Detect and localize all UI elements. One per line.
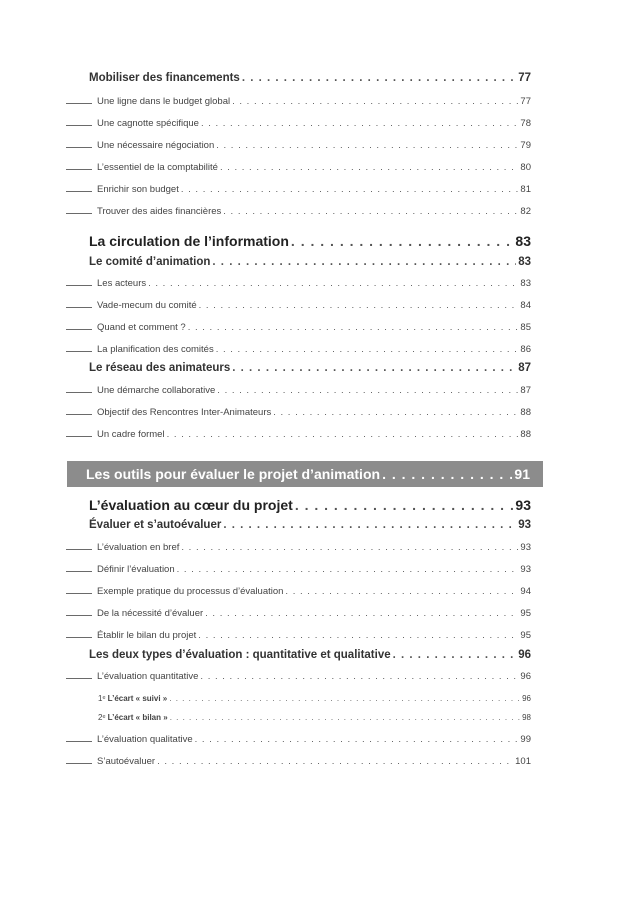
dot-leader bbox=[169, 694, 520, 703]
toc-entry-row[interactable] bbox=[97, 206, 531, 217]
toc-entry-row[interactable] bbox=[97, 118, 531, 129]
entry-dash bbox=[66, 213, 92, 214]
dot-leader bbox=[199, 300, 519, 311]
dot-leader bbox=[291, 233, 514, 249]
toc-entry-row[interactable] bbox=[97, 671, 531, 682]
dot-leader bbox=[201, 118, 518, 129]
toc-entry-title: Quand et comment ? bbox=[97, 322, 186, 333]
entry-dash bbox=[66, 549, 92, 550]
dot-leader bbox=[216, 344, 519, 355]
toc-page-number: 83 bbox=[515, 233, 531, 249]
dot-leader bbox=[242, 72, 516, 84]
toc-chapter-title: L’évaluation au cœur du projet bbox=[89, 497, 293, 513]
toc-page-number: 77 bbox=[518, 72, 531, 84]
toc-section-row[interactable] bbox=[89, 649, 531, 661]
toc-section-row[interactable] bbox=[89, 519, 531, 531]
toc-section-title: Le comité d’animation bbox=[89, 256, 211, 268]
toc-page-number: 91 bbox=[514, 466, 530, 482]
toc-page-number: 83 bbox=[520, 278, 531, 289]
toc-entry-row[interactable] bbox=[97, 407, 531, 418]
entry-dash bbox=[66, 637, 92, 638]
toc-subentry-title-group bbox=[98, 713, 168, 722]
toc-entry-title: L’essentiel de la comptabilité bbox=[97, 162, 218, 173]
toc-page-number: 78 bbox=[520, 118, 531, 129]
entry-dash bbox=[66, 103, 92, 104]
toc-entry-title: Établir le bilan du projet bbox=[97, 630, 197, 641]
toc-page-number: 99 bbox=[520, 734, 531, 745]
toc-chapter-row[interactable] bbox=[89, 497, 531, 513]
dot-leader bbox=[232, 362, 516, 374]
toc-entry-row[interactable] bbox=[97, 344, 531, 355]
toc-entry-title: L’évaluation quantitative bbox=[97, 671, 199, 682]
toc-entry-row[interactable] bbox=[97, 542, 531, 553]
dot-leader bbox=[382, 466, 512, 482]
toc-page-number: 87 bbox=[520, 385, 531, 396]
toc-entry-row[interactable] bbox=[97, 385, 531, 396]
dot-leader bbox=[295, 497, 514, 513]
entry-dash bbox=[66, 593, 92, 594]
dot-leader bbox=[217, 385, 518, 396]
toc-page-number: 88 bbox=[520, 407, 531, 418]
dot-leader bbox=[157, 756, 513, 767]
toc-subentry-prefix: 2ᵉ bbox=[98, 713, 106, 722]
toc-page-number: 81 bbox=[520, 184, 531, 195]
toc-page-number: 93 bbox=[515, 497, 531, 513]
toc-page-number: 87 bbox=[518, 362, 531, 374]
toc-page-number: 98 bbox=[522, 713, 531, 722]
dot-leader bbox=[148, 278, 518, 289]
toc-entry-title: Exemple pratique du processus d’évaluation bbox=[97, 586, 284, 597]
toc-page-number: 101 bbox=[515, 756, 531, 767]
toc-entry-row[interactable] bbox=[97, 630, 531, 641]
toc-entry-row[interactable] bbox=[97, 278, 531, 289]
dot-leader bbox=[170, 713, 520, 722]
entry-dash bbox=[66, 169, 92, 170]
entry-dash bbox=[66, 741, 92, 742]
dot-leader bbox=[223, 519, 516, 531]
toc-entry-row[interactable] bbox=[97, 564, 531, 575]
toc-entry-title: Objectif des Rencontres Inter-Animateurs bbox=[97, 407, 272, 418]
toc-entry-row[interactable] bbox=[97, 322, 531, 333]
toc-entry-title: Un cadre formel bbox=[97, 429, 165, 440]
entry-dash bbox=[66, 571, 92, 572]
toc-section-title: Mobiliser des financements bbox=[89, 72, 240, 84]
toc-section-title: Le réseau des animateurs bbox=[89, 362, 231, 374]
toc-section-row[interactable] bbox=[89, 362, 531, 374]
dot-leader bbox=[167, 429, 519, 440]
toc-page-number: 95 bbox=[520, 608, 531, 619]
toc-entry-title: Vade-mecum du comité bbox=[97, 300, 197, 311]
dot-leader bbox=[198, 630, 518, 641]
dot-leader bbox=[205, 608, 518, 619]
entry-dash bbox=[66, 414, 92, 415]
dot-leader bbox=[223, 206, 518, 217]
dot-leader bbox=[232, 96, 518, 107]
dot-leader bbox=[212, 256, 516, 268]
dot-leader bbox=[216, 140, 518, 151]
entry-dash bbox=[66, 436, 92, 437]
toc-page-number: 86 bbox=[520, 344, 531, 355]
toc-page-number: 83 bbox=[518, 256, 531, 268]
toc-subentry-prefix: 1ᵉ bbox=[98, 694, 106, 703]
toc-page-number: 95 bbox=[520, 630, 531, 641]
dot-leader bbox=[177, 564, 519, 575]
dot-leader bbox=[220, 162, 518, 173]
toc-section-title: Les deux types d’évaluation : quantitative et qualitative bbox=[89, 649, 391, 661]
entry-dash bbox=[66, 763, 92, 764]
dot-leader bbox=[181, 542, 518, 553]
toc-entry-row[interactable] bbox=[97, 184, 531, 195]
entry-dash bbox=[66, 678, 92, 679]
toc-section-row[interactable] bbox=[89, 256, 531, 268]
toc-page-number: 96 bbox=[522, 694, 531, 703]
toc-page-number: 82 bbox=[520, 206, 531, 217]
toc-page-number: 93 bbox=[518, 519, 531, 531]
dot-leader bbox=[285, 586, 518, 597]
toc-entry-row[interactable] bbox=[97, 140, 531, 151]
toc-part-title: Les outils pour évaluer le projet d’animation bbox=[86, 466, 381, 482]
toc-entry-title: Une ligne dans le budget global bbox=[97, 96, 231, 107]
entry-dash bbox=[66, 351, 92, 352]
toc-entry-title: S’autoévaluer bbox=[97, 756, 156, 767]
toc-entry-title: L’évaluation en bref bbox=[97, 542, 180, 553]
toc-entry-row[interactable] bbox=[97, 734, 531, 745]
entry-dash bbox=[66, 615, 92, 616]
toc-chapter-row[interactable] bbox=[89, 233, 531, 249]
toc-entry-row[interactable] bbox=[97, 162, 531, 173]
toc-part-row[interactable] bbox=[86, 466, 530, 482]
toc-chapter-title: La circulation de l’information bbox=[89, 233, 289, 249]
toc-page-number: 96 bbox=[518, 649, 531, 661]
dot-leader bbox=[195, 734, 519, 745]
toc-entry-row[interactable] bbox=[97, 608, 531, 619]
entry-dash bbox=[66, 307, 92, 308]
toc-subentry-row[interactable] bbox=[98, 713, 531, 722]
toc-entry-row[interactable] bbox=[97, 96, 531, 107]
toc-page-number: 93 bbox=[520, 564, 531, 575]
toc-entry-title: De la nécessité d’évaluer bbox=[97, 608, 204, 619]
toc-entry-title: Une démarche collaborative bbox=[97, 385, 216, 396]
entry-dash bbox=[66, 147, 92, 148]
toc-page-number: 85 bbox=[520, 322, 531, 333]
toc-subentry-row[interactable] bbox=[98, 694, 531, 703]
toc-entry-title: Trouver des aides financières bbox=[97, 206, 222, 217]
entry-dash bbox=[66, 191, 92, 192]
toc-entry-row[interactable] bbox=[97, 300, 531, 311]
dot-leader bbox=[273, 407, 518, 418]
dot-leader bbox=[188, 322, 519, 333]
toc-subentry-title: L’écart « suivi » bbox=[107, 694, 168, 703]
toc-subentry-title-group bbox=[98, 694, 167, 703]
toc-page-number: 93 bbox=[520, 542, 531, 553]
toc-entry-title: Enrichir son budget bbox=[97, 184, 179, 195]
entry-dash bbox=[66, 392, 92, 393]
toc-entry-row[interactable] bbox=[97, 756, 531, 767]
toc-entry-row[interactable] bbox=[97, 429, 531, 440]
toc-entry-title: Définir l’évaluation bbox=[97, 564, 175, 575]
dot-leader bbox=[181, 184, 519, 195]
toc-page-number: 79 bbox=[520, 140, 531, 151]
toc-entry-title: Une cagnotte spécifique bbox=[97, 118, 199, 129]
toc-page-number: 84 bbox=[520, 300, 531, 311]
toc-entry-row[interactable] bbox=[97, 586, 531, 597]
entry-dash bbox=[66, 329, 92, 330]
toc-entry-title: Une nécessaire négociation bbox=[97, 140, 215, 151]
toc-page-number: 88 bbox=[520, 429, 531, 440]
toc-page-number: 96 bbox=[520, 671, 531, 682]
entry-dash bbox=[66, 285, 92, 286]
toc-page-number: 77 bbox=[520, 96, 531, 107]
dot-leader bbox=[393, 649, 517, 661]
toc-page-number: 94 bbox=[520, 586, 531, 597]
toc-entry-title: La planification des comités bbox=[97, 344, 214, 355]
toc-page-number: 80 bbox=[520, 162, 531, 173]
entry-dash bbox=[66, 125, 92, 126]
toc-section-row[interactable] bbox=[89, 72, 531, 84]
dot-leader bbox=[200, 671, 518, 682]
toc-entry-title: L’évaluation qualitative bbox=[97, 734, 193, 745]
toc-section-title: Évaluer et s’autoévaluer bbox=[89, 519, 222, 531]
toc-entry-title: Les acteurs bbox=[97, 278, 147, 289]
toc-subentry-title: L’écart « bilan » bbox=[107, 713, 168, 722]
